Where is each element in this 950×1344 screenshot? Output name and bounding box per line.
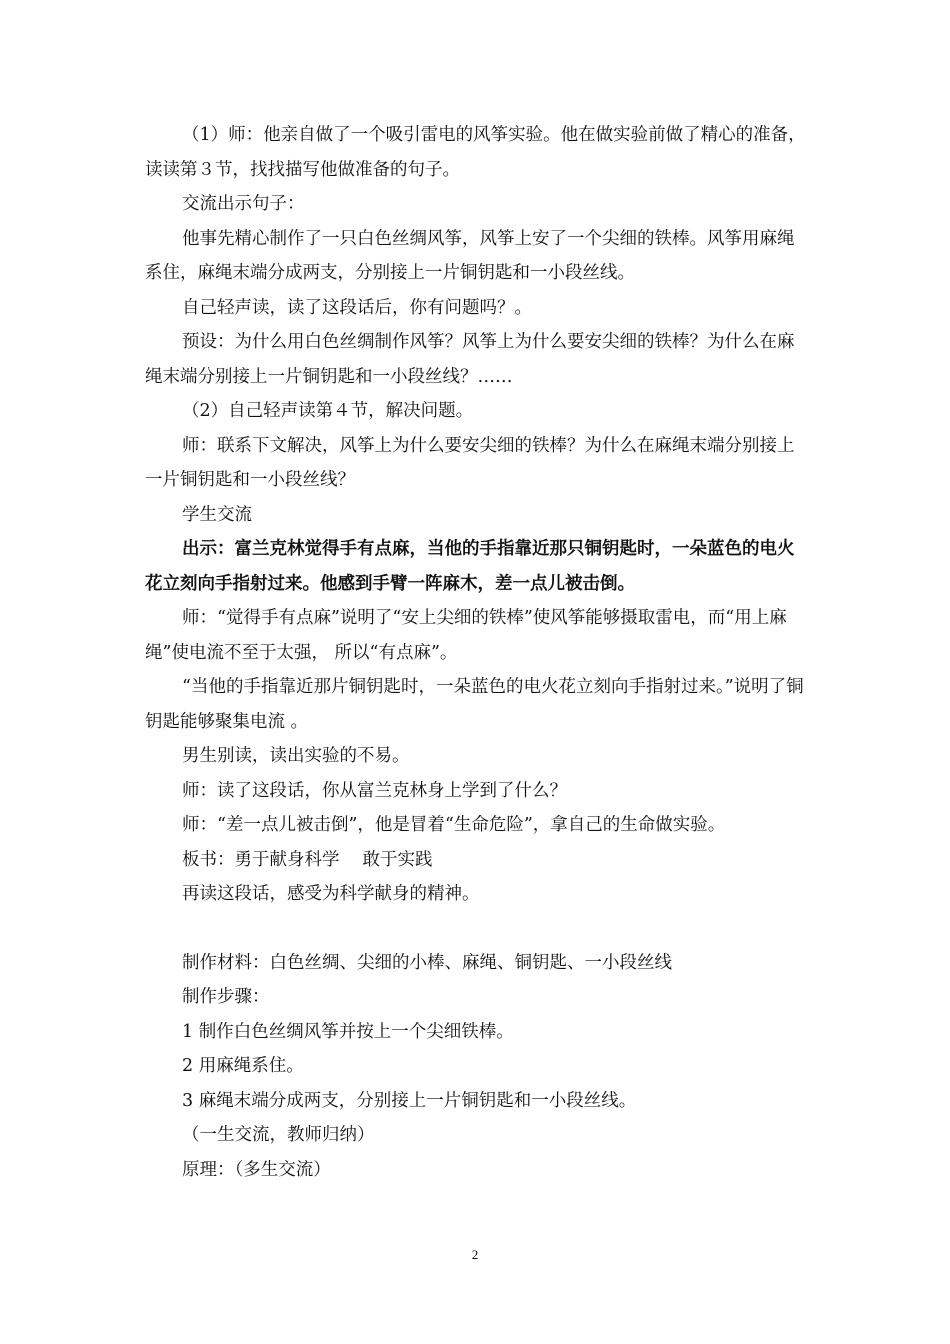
paragraph-step-one: 1 制作白色丝绸风筝并按上一个尖细铁棒。: [182, 1021, 514, 1042]
document-body: [145, 118, 810, 1187]
paragraph-boys-read: 男生别读，读出实验的不易。: [182, 746, 410, 766]
paragraph-blackboard: 板书：勇于献身科学 敢于实践: [182, 849, 433, 870]
paragraph-steps-heading: 制作步骤：: [182, 987, 270, 1007]
paragraph-materials: 制作材料：白色丝绸、尖细的小棒、麻绳、铜钥匙、一小段丝线: [182, 952, 672, 973]
paragraph-key-gathers-current: “当他的手指靠近那片铜钥匙时，一朵蓝色的电火花立刻向手指射过来。”说明了铜钥匙能够聚集电流 。: [145, 677, 804, 732]
paragraph-preset-questions: 预设：为什么用白色丝绸制作风筝？风筝上为什么要安尖细的铁棒？为什么在麻绳末端分别接上一片铜钥匙和一小段丝线？……: [145, 332, 795, 387]
paragraph-summary: （一生交流，教师归纳）: [182, 1125, 375, 1145]
paragraph-show-quote: 出示：富兰克林觉得手有点麻，当他的手指靠近那只铜钥匙时，一朵蓝色的电火花立刻向手指射过来。他感到手臂一阵麻木，差一点儿被击倒。: [145, 539, 795, 594]
paragraph-teacher-solve: 师：联系下文解决，风筝上为什么要安尖细的铁棒？为什么在麻绳末端分别接上一片铜钥匙和一小段丝线？: [145, 435, 795, 490]
paragraph-teacher-numb: 师：“觉得手有点麻”说明了“安上尖细的铁棒”使风筝能够摄取雷电，而“用上麻绳”使电流不至于太强， 所以“有点麻”。: [145, 608, 787, 663]
paragraph-learn-from-franklin: 师：读了这段话，你从富兰克林身上学到了什么？: [182, 780, 567, 801]
paragraph-life-risk: 师：“差一点儿被击倒”，他是冒着“生命危险”，拿自己的生命做实验。: [182, 815, 726, 835]
paragraph-principle: 原理：（多生交流）: [182, 1159, 331, 1180]
paragraph-student-exchange: 学生交流: [182, 504, 252, 525]
paragraph-read-again: 再读这段话，感受为科学献身的精神。: [182, 884, 480, 904]
paragraph-step-two: 2 用麻绳系住。: [182, 1056, 304, 1076]
paragraph-kite-preparation: 他事先精心制作了一只白色丝绸风筝，风筝上安了一个尖细的铁棒。风筝用麻绳系住，麻绳末端分成两支，分别接上一片铜钥匙和一小段丝线。: [145, 228, 795, 283]
page-number: 2: [471, 1247, 479, 1262]
paragraph-gap: [145, 912, 810, 946]
paragraph-teacher-kite-experiment: （1）师：他亲自做了一个吸引雷电的风筝实验。他在做实验前做了精心的准备，读读第３节，找找描写他做准备的句子。: [145, 125, 806, 180]
paragraph-read-quietly: 自己轻声读，读了这段话后，你有问题吗？。: [182, 297, 532, 318]
paragraph-section-four: （2）自己轻声读第４节，解决问题。: [182, 401, 474, 421]
paragraph-show-sentence: 交流出示句子：: [182, 194, 305, 214]
paragraph-step-three: 3 麻绳末端分成两支，分别接上一片铜钥匙和一小段丝线。: [182, 1090, 637, 1111]
